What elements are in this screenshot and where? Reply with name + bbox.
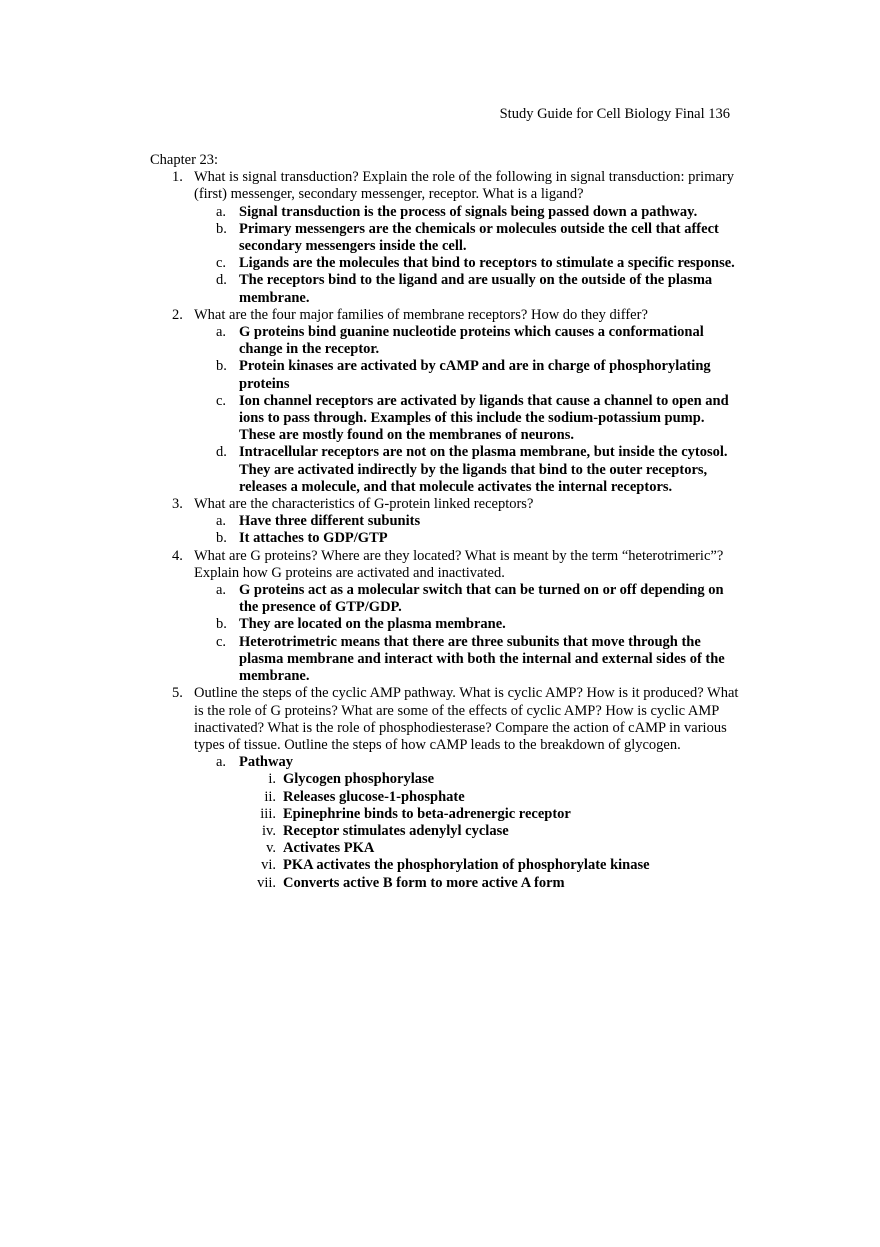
step-label: vii. <box>257 874 276 891</box>
step-text: Activates PKA <box>283 840 375 857</box>
question-item <box>150 169 740 307</box>
answer-item <box>150 358 740 392</box>
answer-item <box>150 324 740 358</box>
answer-text: Protein kinases are activated by cAMP and are in charge of phosphorylating proteins <box>239 358 711 392</box>
answer-item <box>150 616 740 633</box>
answer-label: c. <box>216 392 227 409</box>
question-text: Outline the steps of the cyclic AMP pathway. What is cyclic AMP? How is it produced? What is the role of G proteins? What are some of the effects of cyclic AMP? How is cyclic AMP inactivated? What is the role of phosphodiesterase? Compare the action of cAMP in various types of tissue. Outline the steps of how cAMP leads to the breakdown of glycogen. <box>194 685 739 753</box>
question-item <box>150 685 740 891</box>
step-label: i. <box>268 771 276 788</box>
answer-label: a. <box>216 754 227 771</box>
question <box>150 685 740 754</box>
question-item <box>150 548 740 686</box>
answer-label: a. <box>216 203 227 220</box>
answer-label: d. <box>216 272 227 289</box>
question <box>150 548 740 582</box>
question-list <box>150 169 740 892</box>
question-item <box>150 307 740 496</box>
answer-item <box>150 221 740 255</box>
question-text: What are the characteristics of G-protein linked receptors? <box>194 496 534 513</box>
answer-text: Signal transduction is the process of signals being passed down a pathway. <box>239 203 698 220</box>
answer-label: c. <box>216 255 227 272</box>
answer-item <box>150 513 740 530</box>
answer-text: G proteins act as a molecular switch that can be turned on or off depending on the presence of GTP/GDP. <box>239 582 724 616</box>
pathway-step <box>150 823 740 840</box>
pathway-step <box>150 806 740 823</box>
answer-text: G proteins bind guanine nucleotide proteins which causes a conformational change in the receptor. <box>239 324 704 358</box>
step-label: iv. <box>262 822 276 839</box>
chapter-heading: Chapter 23: <box>150 152 219 168</box>
question-text: What are G proteins? Where are they located? What is meant by the term “heterotrimeric”? Explain how G proteins are activated and inactivated. <box>194 547 724 581</box>
pathway-step <box>150 857 740 874</box>
answer-item <box>150 272 740 306</box>
question-number: 3. <box>172 496 183 513</box>
answer-text: Heterotrimetric means that there are three subunits that move through the plasma membrane and interact with both the internal and external sides of the membrane. <box>239 633 725 685</box>
answer-label: c. <box>216 633 227 650</box>
answer-item <box>150 754 740 771</box>
answer-text: Intracellular receptors are not on the plasma membrane, but inside the cytosol. They are activated indirectly by the ligands that bind to the outer receptors, releases a molecule, and that molecule activates the internal receptors. <box>239 444 728 495</box>
question-text: What are the four major families of membrane receptors? How do they differ? <box>194 306 648 323</box>
pathway-step <box>150 789 740 806</box>
answer-item <box>150 634 740 686</box>
answer-text: Ion channel receptors are activated by ligands that cause a channel to open and ions to pass through. Examples of this include the sodium-potassium pump. These are mostly found on the membranes of neurons. <box>239 392 729 444</box>
document-body <box>150 152 740 892</box>
step-label: ii. <box>264 788 276 805</box>
answer-text: It attaches to GDP/GTP <box>239 530 388 547</box>
question-number: 5. <box>172 685 183 702</box>
answer-label: a. <box>216 513 227 530</box>
answer-item <box>150 393 740 445</box>
step-label: iii. <box>260 805 276 822</box>
answer-label: b. <box>216 358 227 375</box>
pathway-step <box>150 771 740 788</box>
answer-text: They are located on the plasma membrane. <box>239 616 506 633</box>
answer-item <box>150 444 740 496</box>
question <box>150 169 740 203</box>
answer-text: Ligands are the molecules that bind to receptors to stimulate a specific response. <box>239 255 735 272</box>
step-text: Releases glucose-1-phosphate <box>283 788 465 805</box>
question-number: 1. <box>172 169 183 186</box>
answer-text: Have three different subunits <box>239 513 421 530</box>
question <box>150 307 740 324</box>
page-header: Study Guide for Cell Biology Final 136 <box>499 106 730 122</box>
question-text: What is signal transduction? Explain the role of the following in signal transduction: primary (first) messenger, secondary messenger, receptor. What is a ligand? <box>194 169 735 203</box>
step-text: Epinephrine binds to beta-adrenergic receptor <box>283 805 571 822</box>
question <box>150 496 740 513</box>
answer-item <box>150 204 740 221</box>
step-text: Receptor stimulates adenylyl cyclase <box>283 822 509 839</box>
step-text: Glycogen phosphorylase <box>283 771 435 788</box>
step-text: Converts active B form to more active A form <box>283 874 565 891</box>
pathway-step <box>150 875 740 892</box>
answer-label: b. <box>216 530 227 547</box>
step-text: PKA activates the phosphorylation of phosphorylate kinase <box>283 857 650 874</box>
answer-label: b. <box>216 616 227 633</box>
answer-item <box>150 530 740 547</box>
answer-item <box>150 582 740 616</box>
answer-label: d. <box>216 444 227 461</box>
answer-item <box>150 255 740 272</box>
answer-text: Primary messengers are the chemicals or molecules outside the cell that affect secondary messengers inside the cell. <box>239 220 719 255</box>
step-label: vi. <box>261 857 276 874</box>
answer-label: b. <box>216 220 227 237</box>
answer-text: Pathway <box>239 754 293 771</box>
question-item <box>150 496 740 548</box>
question-number: 2. <box>172 306 183 323</box>
question-number: 4. <box>172 547 183 564</box>
answer-text: The receptors bind to the ligand and are usually on the outside of the plasma membrane. <box>239 272 713 306</box>
pathway-step <box>150 840 740 857</box>
step-label: v. <box>266 840 276 857</box>
answer-label: a. <box>216 582 227 599</box>
answer-label: a. <box>216 324 227 341</box>
